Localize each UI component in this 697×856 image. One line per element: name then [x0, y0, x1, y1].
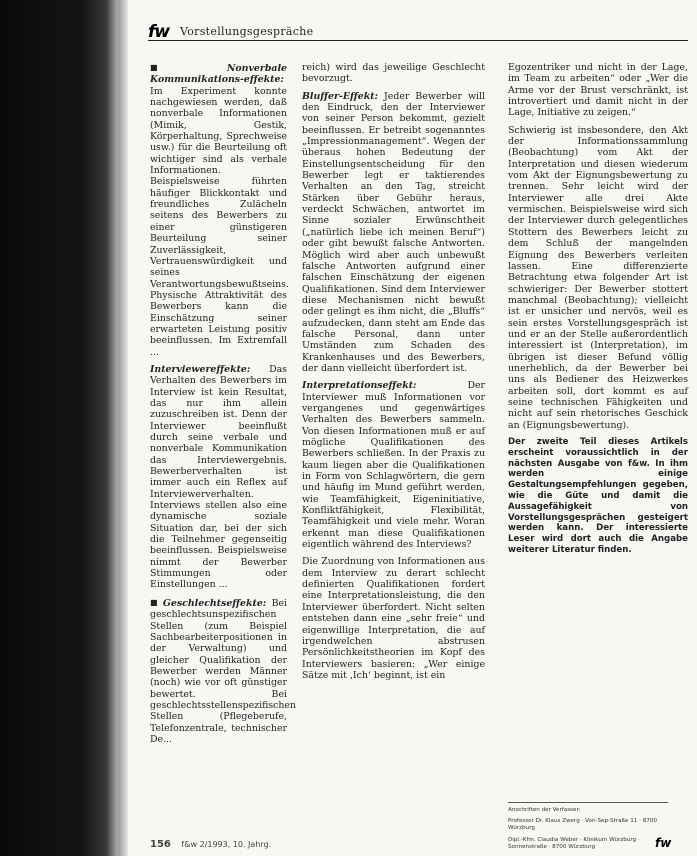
text-column-2: [302, 62, 485, 687]
paragraph-lead: Interpretationseffekt:: [302, 380, 417, 392]
page-edge: [118, 0, 128, 856]
paragraph-text: Das Verhalten des Bewerbers im Interview ist kein Resultat, das nur ihm allein zuzuschreiben ist. Denn der Interviewer beeinflußt durch seine verbale und nonverbale Kommunikation das Interviewergebnis. Bewerberverhalten ist immer auch ein Reflex auf Interviewerverhalten. Interviews stellen also eine dynamische soziale Situation dar, bei der sich die Teilnehmer gegenseitig beeinflussen. Beispielsweise nimmt der Bewerber Stimmungen oder Einstellungen ...: [150, 363, 287, 591]
paragraph: [302, 556, 485, 681]
paragraph-text: Im Experiment konnte nachgewiesen werden, daß nonverbale Informationen (Mimik, Gestik, Körperhaltung, Sprechweise usw.) für die Beurteilung oft wichtiger sind als verbale Informationen. Beispielsweise führten häufiger Blickkontakt und freundliches Zulächeln seitens des Bewerbers zu einer günstigeren Beurteilung seiner Zuverlässigkeit, Vertrauenswürdigkeit und seines Verantwortungsbewußtseins. Physische Attraktivität des Bewerbers kann die Einschätzung seiner erwarteten Leistung positiv beeinflussen. Im Extremfall ...: [150, 85, 289, 358]
book-spine: [0, 0, 118, 856]
bullet-icon: ■: [150, 63, 224, 72]
author-addresses: [508, 802, 668, 855]
paragraph: [508, 125, 688, 431]
paragraph: [150, 62, 287, 358]
paragraph: [302, 380, 485, 550]
text-column-3: [508, 62, 688, 562]
paragraph-lead: Nonverbale Kommunikations-effekte:: [150, 63, 287, 86]
end-logo: fw: [655, 836, 672, 850]
address-block-2: Dipl.-Kfm. Claudia Weber · Klinikum Würzburg · Sonnenstraße · 8700 Würzburg: [508, 836, 640, 850]
paragraph: [302, 91, 485, 375]
paragraph: [508, 62, 688, 119]
page-footer: [150, 839, 271, 850]
issue-info: f&w 2/1993, 10. Jahrg.: [181, 840, 272, 849]
magazine-logo: fw: [148, 22, 170, 42]
address-heading: Anschriften der Verfasser:: [508, 807, 581, 813]
paragraph-lead: Bluffer-Effekt:: [302, 90, 379, 102]
paragraph-text: reich) wird das jeweilige Geschlecht bevorzugt.: [302, 62, 485, 85]
paragraph-text: Der Interviewer muß Informationen vor vergangenes und gegenwärtiges Verhalten des Bewerbers sammeln. Von diesen Informationen muß er auf mögliche Qualifikationen des Bewerbers schließen. In der Praxis zu kaum liegen aber die Qualifikationen in Form von Schlagwörtern, die gern und häufig im Mund geführt werden, wie Teamfähigkeit, Eigeninitiative, Konfliktfähigkeit, Flexibilität, Teamfähigkeit und viele mehr. Woran erkennt man diese Qualifikationen eigentlich während des Interviews?: [302, 380, 485, 551]
paragraph: [302, 62, 485, 85]
paragraph-lead: Interviewereffekte:: [150, 363, 251, 375]
next-issue-note: Der zweite Teil dieses Artikels erscheint voraussichtlich in der nächsten Ausgabe von f&w. In ihm werden einige Gestaltungsempfehlungen gegeben, wie die Güte und damit die Aussagefähigkeit von Vorstellungsgesprächen gesteigert werden kann. Der interessierte Leser wird dort auch die Angabe weiterer Literatur finden.: [508, 437, 688, 555]
text-column-1: [150, 62, 297, 751]
paragraph-text: Egozentriker und nicht in der Lage, im Team zu arbeiten“ oder „Wer die Arme vor der Brust verschränkt, ist introvertiert und damit nicht in der Lage, Initiative zu zeigen.“: [508, 62, 688, 119]
paragraph-lead: Geschlechtseffekte:: [162, 597, 267, 609]
page-number: 156: [150, 839, 171, 850]
paragraph-text: Jeder Bewerber will den Eindruck, den der Interviewer von seiner Person bekommt, gezielt beeinflussen. Er betreibt sogenanntes „Impressionmanagement“. Wegen der überaus hohen Bedeutung der Einstellungsentscheidung für den Bewerber legt er taktierendes Verhalten an den Tag, streicht Stärken über Gebühr heraus, verdeckt Schwächen, antwortet im Sinne sozialer Erwünschtheit („natürlich liebe ich meinen Beruf“) oder gibt bewußt falsche Antworten. Möglich wird aber auch unbewußt falsche Antworten aufgrund einer falschen Einschätzung der eigenen Qualifikationen. Sind dem Interviewer diese Mechanismen nicht bewußt oder gelingt es ihm nicht, die „Bluffs“ aufzudecken, dann steht am Ende das falsche Personal, dann unter Umständen zum Schaden des Krankenhauses und des Bewerbers, der dann vielleicht überfordert ist.: [302, 90, 485, 374]
paragraph: [150, 597, 297, 745]
section-title: Vorstellungsgespräche: [180, 25, 314, 38]
paragraph: [150, 364, 287, 591]
bullet-icon: ■: [150, 597, 160, 607]
paragraph-text: Schwierig ist insbesondere, den Akt der Informationssammlung (Beobachtung) vom Akt der Interpretation und diesen wiederum vom Akt der Eignungsbewertung zu trennen. Sehr leicht wird der Interviewer alle drei Akte vermischen. Beispielsweise wird sich der Interviewer durch gelegentliches Stottern des Bewerbers leicht zu dem Schluß der mangelnden Eignung des Bewerbers verleiten lassen. Eine differenzierte Betrachtung etwa folgender Art ist schwieriger: Der Bewerber stottert manchmal (Beobachtung); vielleicht ist er unsicher und nervös, weil es sein erstes Vorstellungsgespräch ist und er an der Stelle außerordentlich interessiert ist (Interpretation), im übrigen ist dieser Befund völlig unerheblich, da der Bewerber bei uns als Bediener des Heizwerkes arbeiten soll, dort kommt es auf seine technischen Fähigkeiten und nicht auf sein rhetorisches Geschick an (Eignungsbewertung).: [508, 124, 688, 431]
address-block-1: Professor Dr. Klaus Zwerg · Von-Sep-Straße 11 · 8700 Würzburg: [508, 818, 657, 832]
paragraph-text: Bei geschlechtsunspezifischen Stellen (zum Beispiel Sachbearbeiterpositionen in der Verwaltung) und gleicher Qualifikation der Bewerber werden Männer (noch) wie vor oft günstiger bewertet. Bei geschlechtsstellenspezifischen Stellen (Pflegeberufe, Telefonzentrale, technischer De...: [150, 597, 297, 745]
paragraph-text: Die Zuordnung von Informationen aus dem Interview zu derart schlecht definierten Qualifikationen fordert eine Interpretationsleistung, die den Interviewer überfordert. Nicht selten entstehen dann eine „sehr freie“ und eigenwillige Interpretation, die auf irgendwelchen abstrusen Persönlichkeitstheorien im Kopf des Interviewers basieren: „Wer einige Sätze mit ‚Ich‘ beginnt, ist ein: [302, 556, 485, 681]
